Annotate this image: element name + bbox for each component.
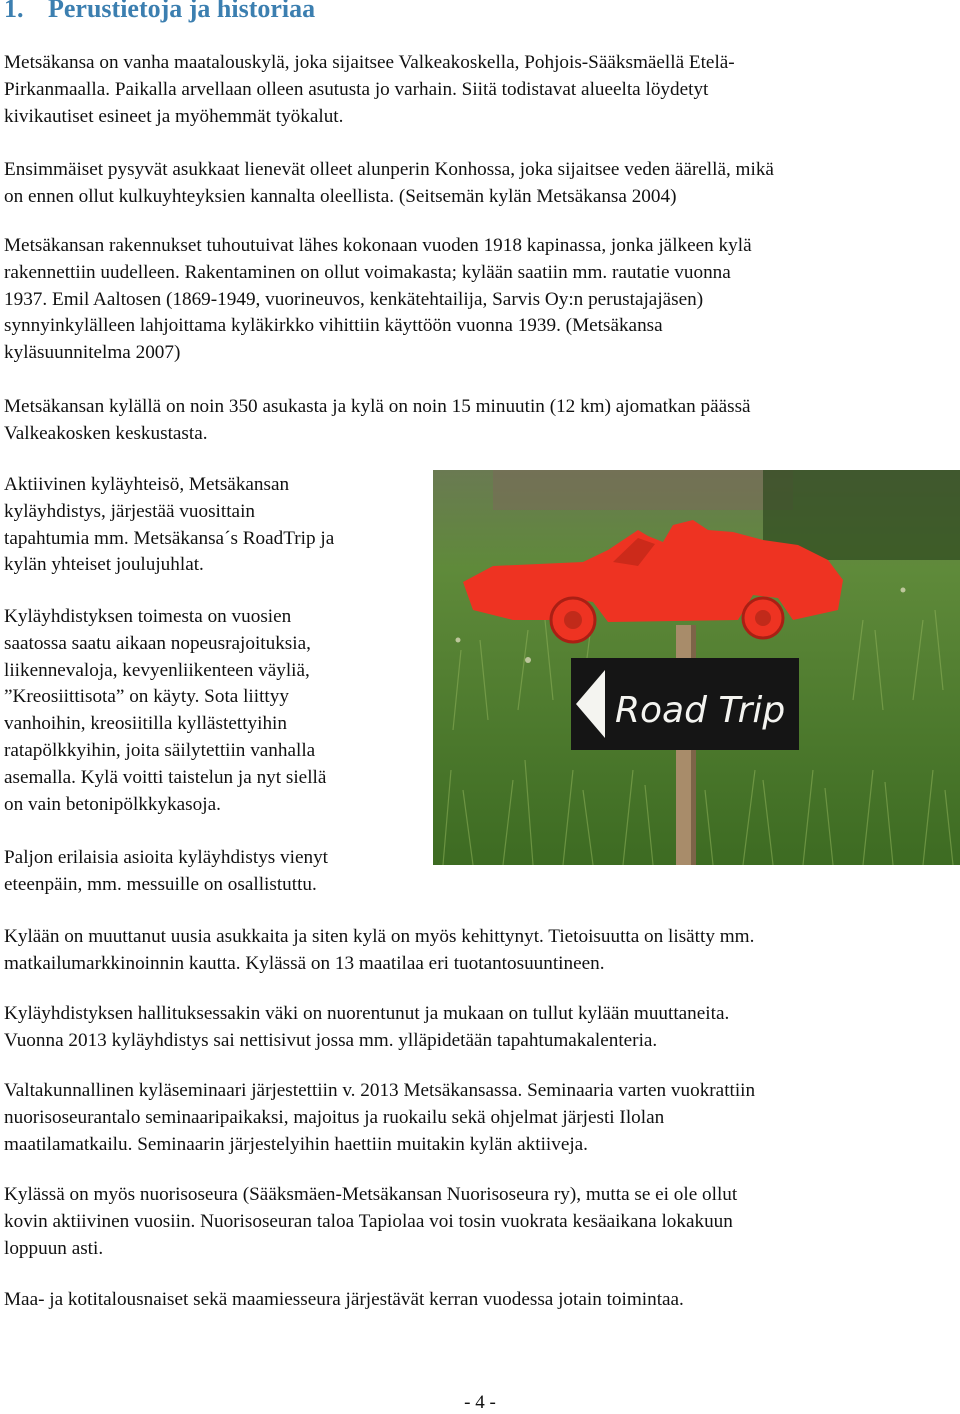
paragraph-new-residents: Kylään on muuttanut uusia asukkaita ja siten kylä on myös kehittynyt. Tietoisuutta on lisätty mm. matkailumarkkinoinnin kautta. Kylässä on 13 maatilaa eri tuotantosuuntineen. — [4, 926, 755, 974]
photo-illustration — [433, 470, 960, 865]
road-trip-sign-text: Road Trip — [615, 690, 786, 731]
paragraph-first-residents: Ensimmäiset pysyvät asukkaat lienevät olleet alunperin Konhossa, joka sijaitsee veden äärellä, mikä on ennen ollut kulkuyhteyksien kannalta oleellista. (Seitsemän kylän Metsäkansa 2004) — [4, 159, 774, 207]
paragraph-seminar: Valtakunnallinen kyläseminaari järjestettiin v. 2013 Metsäkansassa. Seminaaria varten vuokrattiin nuorisoseurantalo seminaaripaikaksi, majoitus ja ruokailu sekä ohjelmat järjesti Ilolan maatilamatkailu. Seminaarin järjestelyihin haettiin muitakin kylän aktiiveja. — [4, 1080, 756, 1155]
section-title: Perustietoja ja historiaa — [48, 0, 316, 23]
paragraph-board: Kyläyhdistyksen hallituksessakin väki on nuorentunut ja mukaan on tullut kylään muuttaneita. Vuonna 2013 kyläyhdistys sai nettisivut jossa mm. ylläpidetään tapahtumakalenteria. — [4, 1003, 730, 1051]
paragraph-youth-club: Kylässä on myös nuorisoseura (Sääksmäen-Metsäkansan Nuorisoseura ry), mutta se ei ole ollut kovin aktiivinen vuosiin. Nuorisoseuran taloa Tapiolaa voi tosin vuokrata kesäaikana lokakuun loppuun asti. — [4, 1184, 738, 1259]
paragraph-fairs: Paljon erilaisia asioita kyläyhdistys vienyt eteenpäin, mm. messuille on osallistuttu. — [4, 847, 329, 895]
roadtrip-sign-photo — [433, 470, 960, 865]
paragraph-village-association: Aktiivinen kyläyhteisö, Metsäkansan kyläyhdistys, järjestää vuosittain tapahtumia mm. Metsäkansa´s RoadTrip ja kylän yhteiset joulujuhlat. — [4, 474, 335, 576]
building-background — [493, 470, 793, 510]
section-number: 1. — [4, 0, 24, 23]
paragraph-buildings-history: Metsäkansan rakennukset tuhoutuivat lähes kokonaan vuoden 1918 kapinassa, jonka jälkeen kylä rakennettiin uudelleen. Rakentaminen on ollut voimakasta; kylään saatiin mm. rautatie vuonna 1937. Emil Aaltosen (1869-1949, vuorineuvos, kenkätehtailija, Sarvis Oy:n perustajajäsen) synnyinkylälleen lahjoittama kyläkirkko vihittiin käyttöön vuonna 1939. (Metsäkansa kyläsuunnitelma 2007) — [4, 235, 752, 364]
paragraph-intro: Metsäkansa on vanha maatalouskylä, joka sijaitsee Valkeakoskella, Pohjois-Sääksmäellä Etelä- Pirkanmaalla. Paikalla arvellaan olleen asutusta jo varhain. Siitä todistavat alueelta löydetyt kivikautiset esineet ja myöhemmät työkalut. — [4, 52, 735, 127]
page-number: - 4 - — [464, 1392, 496, 1413]
paragraph-achievements: Kyläyhdistyksen toimesta on vuosien saatossa saatu aikaan nopeusrajoituksia, liikennevaloja, kevyenliikenteen väyliä, ”Kreosiittisota” on käyty. Sota liittyy vanhoihin, kreosiitilla kyllästettyihin ratapölkkyihin, joita säilytettiin vanhalla asemalla. Kylä voitti taistelun ja nyt siellä on vain betonipölkkykasoja. — [4, 606, 327, 815]
paragraph-other-clubs: Maa- ja kotitalousnaiset sekä maamiesseura järjestävät kerran vuodessa jotain toimintaa. — [4, 1289, 684, 1310]
paragraph-population: Metsäkansan kylällä on noin 350 asukasta ja kylä on noin 15 minuutin (12 km) ajomatkan päässä Valkeakosken keskustasta. — [4, 396, 751, 444]
section-heading — [4, 0, 315, 24]
